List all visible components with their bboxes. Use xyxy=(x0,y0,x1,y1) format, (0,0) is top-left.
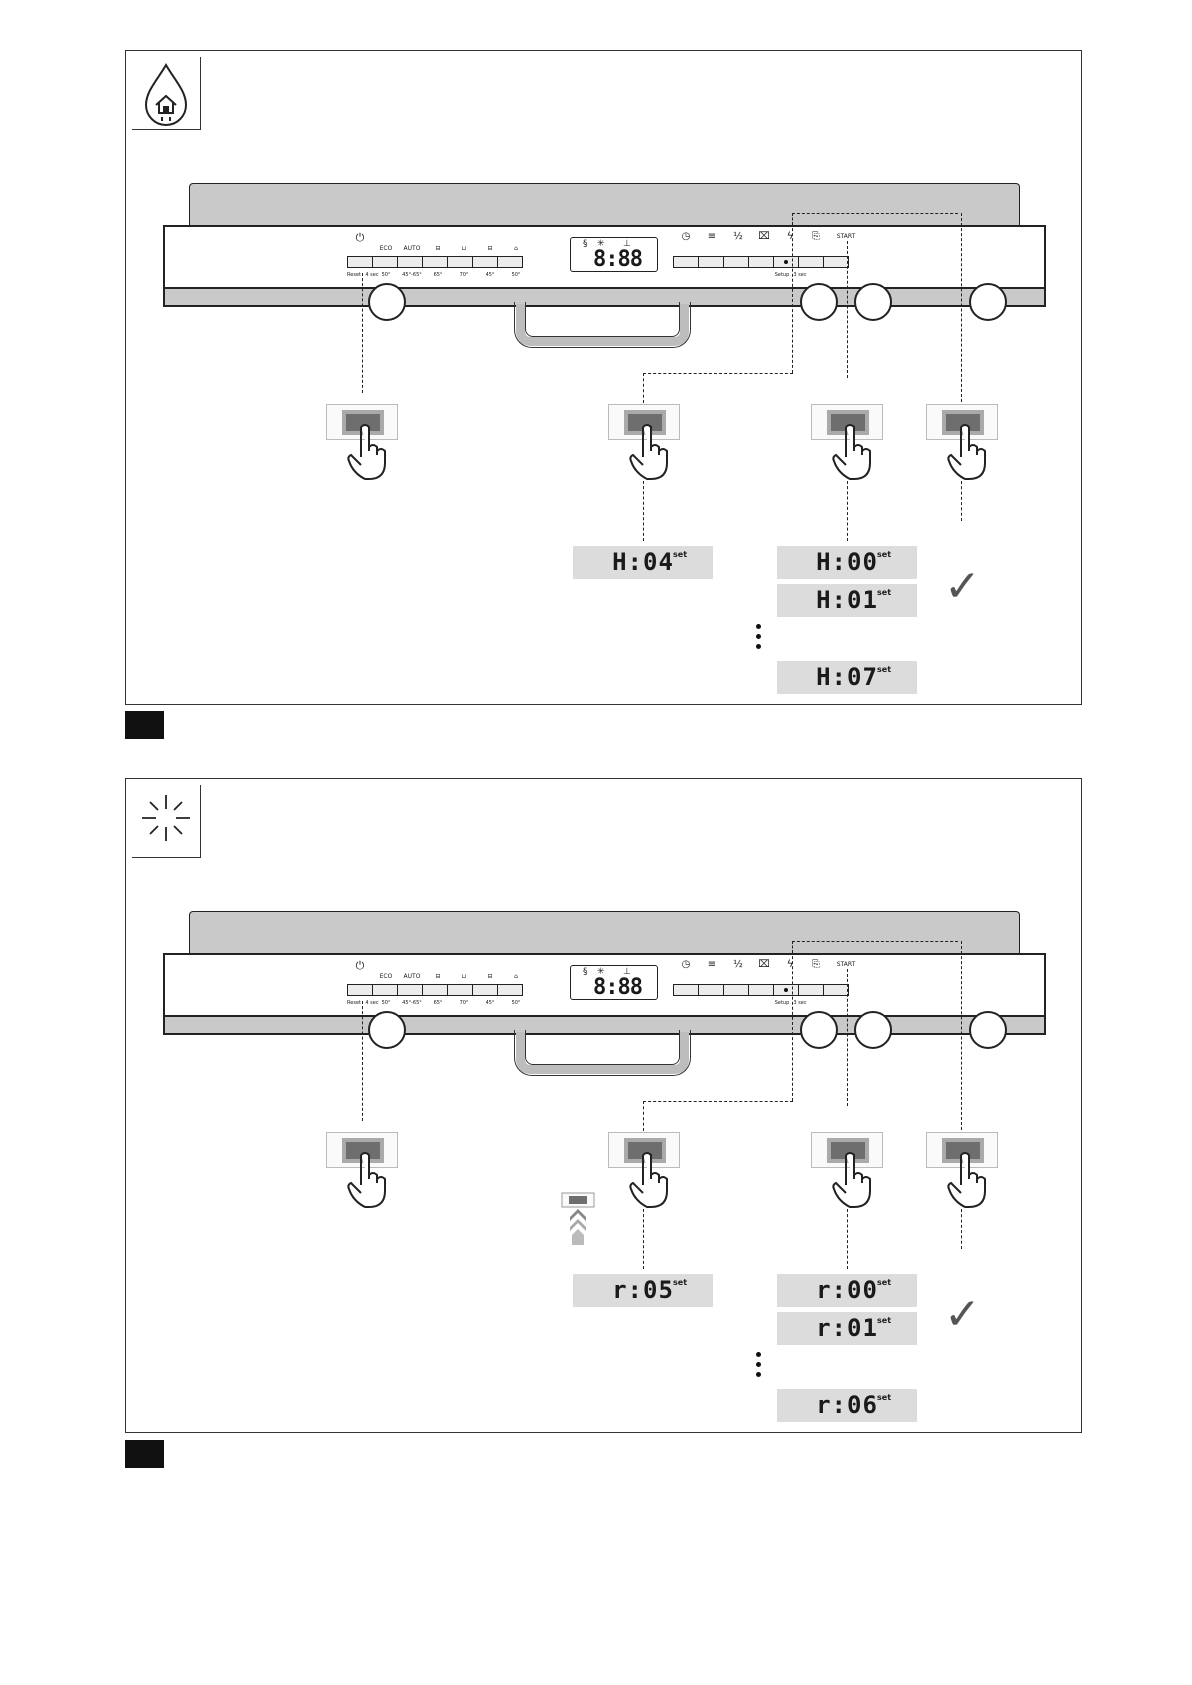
readout-option-last xyxy=(777,661,917,694)
lcd-display xyxy=(570,965,658,1000)
leader-line xyxy=(643,1209,644,1269)
callout-d xyxy=(969,283,1007,321)
start-label: START xyxy=(836,961,856,968)
leader-line xyxy=(961,481,962,521)
reset-time-label: 4 sec xyxy=(365,1000,379,1006)
program-65-button[interactable] xyxy=(422,256,448,268)
leader-line xyxy=(961,941,962,1135)
program-label-65: ⊟ xyxy=(435,973,441,980)
program-eco-button[interactable] xyxy=(372,984,398,996)
readout-code: H:04 xyxy=(612,548,674,576)
program-label-50: ⌂ xyxy=(514,245,518,252)
start-label: START xyxy=(836,233,856,240)
leader-line xyxy=(847,241,848,378)
callout-a xyxy=(368,1011,406,1049)
step-marker xyxy=(125,711,164,739)
option-intensive-button[interactable] xyxy=(748,256,774,268)
setup-dot xyxy=(784,260,788,264)
program-label-50: ⌂ xyxy=(514,973,518,980)
program-label-70: ⊔ xyxy=(461,973,467,980)
lcd-display xyxy=(570,237,658,272)
leader-line xyxy=(643,373,644,403)
program-label-45: ⊟ xyxy=(487,245,493,252)
readout-suffix: set xyxy=(877,588,892,597)
salt-icon: § xyxy=(583,967,588,977)
leader-line xyxy=(847,969,848,1106)
rinse-aid-icon: ✳ xyxy=(597,239,605,249)
option-icon-3: ½ xyxy=(733,231,743,242)
program-70-button[interactable] xyxy=(447,984,473,996)
option-intensive-button[interactable] xyxy=(748,984,774,996)
leader-line xyxy=(792,941,958,942)
setup-time-label: 3 sec xyxy=(793,272,807,278)
temp-label-4: 70° xyxy=(459,1000,469,1006)
control-panel xyxy=(163,953,1046,1017)
rinse-aid-icon: ✳ xyxy=(597,967,605,977)
readout-suffix: set xyxy=(877,665,892,674)
press-setup-step xyxy=(608,1132,680,1168)
leader-line xyxy=(792,213,793,225)
reset-label: Reset xyxy=(347,272,361,278)
readout-suffix: set xyxy=(877,1278,892,1287)
program-auto-button[interactable] xyxy=(397,984,423,996)
leader-line xyxy=(961,1209,962,1249)
finger-press-icon xyxy=(943,1151,991,1211)
readout-current xyxy=(573,546,713,579)
finger-press-icon xyxy=(625,1151,673,1211)
option-icon-6: ⎘ xyxy=(812,959,820,970)
setup-time-label: 3 sec xyxy=(793,1000,807,1006)
readout-option-first xyxy=(777,546,917,579)
power-symbol: ⏻ xyxy=(355,231,365,244)
press-reset-step xyxy=(326,1132,398,1168)
option-icon-6: ⎘ xyxy=(812,231,820,242)
readout-code: r:00 xyxy=(816,1276,878,1304)
readout-suffix: set xyxy=(673,550,688,559)
finger-press-icon xyxy=(943,423,991,483)
option-icon-2: ≡ xyxy=(707,959,717,970)
control-panel xyxy=(163,225,1046,289)
temp-label-4: 70° xyxy=(459,272,469,278)
program-65-button[interactable] xyxy=(422,984,448,996)
callout-b xyxy=(800,1011,838,1049)
readout-option-second xyxy=(777,1312,917,1345)
leader-line xyxy=(847,1209,848,1269)
temp-label-1: 50° xyxy=(381,272,391,278)
option-button-row xyxy=(673,984,848,996)
option-icon-4: ⌧ xyxy=(758,231,770,242)
callout-c xyxy=(854,1011,892,1049)
setup-button[interactable] xyxy=(773,984,799,996)
tap-icon: ⊥ xyxy=(623,967,631,977)
finger-press-icon xyxy=(828,423,876,483)
lcd-digits: 8:88 xyxy=(593,247,642,272)
leader-line xyxy=(961,213,962,407)
door-handle xyxy=(516,304,689,346)
leader-line xyxy=(792,213,958,214)
leader-line xyxy=(643,1101,793,1102)
press-start-step xyxy=(926,404,998,440)
readout-suffix: set xyxy=(877,550,892,559)
program-45-button[interactable] xyxy=(472,984,498,996)
option-half-button[interactable] xyxy=(698,984,724,996)
temp-label-3: 65° xyxy=(433,1000,443,1006)
step-marker xyxy=(125,1440,164,1468)
option-icon-5: ϟ xyxy=(786,231,794,242)
readout-option-first xyxy=(777,1274,917,1307)
program-45-button[interactable] xyxy=(472,256,498,268)
leader-line xyxy=(362,273,363,393)
option-icon-1: ◷ xyxy=(681,959,691,970)
confirm-check-icon: ✓ xyxy=(944,1289,981,1340)
readout-code: r:05 xyxy=(612,1276,674,1304)
readout-code: H:01 xyxy=(816,586,878,614)
option-icon-5: ϟ xyxy=(786,959,794,970)
readout-option-last xyxy=(777,1389,917,1422)
rinse-aid-sparkle-icon xyxy=(132,785,201,858)
program-label-auto: AUTO xyxy=(403,973,421,980)
more-options-ellipsis xyxy=(756,1352,762,1382)
leader-line xyxy=(643,481,644,541)
power-button[interactable] xyxy=(347,256,373,268)
temp-label-5: 45° xyxy=(485,1000,495,1006)
readout-code: r:06 xyxy=(816,1391,878,1419)
program-label-65: ⊟ xyxy=(435,245,441,252)
temp-label-2: 45°-65° xyxy=(402,272,422,278)
program-50-button[interactable] xyxy=(497,984,523,996)
option-half-button[interactable] xyxy=(698,256,724,268)
callout-b xyxy=(800,283,838,321)
leader-line xyxy=(847,481,848,541)
leader-line xyxy=(792,951,793,1101)
lcd-digits: 8:88 xyxy=(593,975,642,1000)
press-select-step xyxy=(811,1132,883,1168)
setup-label: Setup xyxy=(774,272,790,278)
option-machine-care-button[interactable] xyxy=(798,256,824,268)
readout-current xyxy=(573,1274,713,1307)
leader-line xyxy=(643,373,793,374)
readout-suffix: set xyxy=(877,1316,892,1325)
confirm-check-icon: ✓ xyxy=(944,561,981,612)
finger-press-icon xyxy=(343,1151,391,1211)
press-setup-step xyxy=(608,404,680,440)
option-icon-4: ⌧ xyxy=(758,959,770,970)
program-button-row xyxy=(347,256,522,268)
option-icon-3: ½ xyxy=(733,959,743,970)
option-icon-1: ◷ xyxy=(681,231,691,242)
setup-button[interactable] xyxy=(773,256,799,268)
start-button[interactable] xyxy=(823,984,849,996)
program-label-eco: ECO xyxy=(379,245,393,252)
program-auto-button[interactable] xyxy=(397,256,423,268)
temp-label-1: 50° xyxy=(381,1000,391,1006)
program-50-button[interactable] xyxy=(497,256,523,268)
program-label-45: ⊟ xyxy=(487,973,493,980)
callout-a xyxy=(368,283,406,321)
option-icon-2: ≡ xyxy=(707,231,717,242)
finger-press-icon xyxy=(625,423,673,483)
callout-c xyxy=(854,283,892,321)
callout-d xyxy=(969,1011,1007,1049)
leader-line xyxy=(792,223,793,373)
temp-label-2: 45°-65° xyxy=(402,1000,422,1006)
start-button[interactable] xyxy=(823,256,849,268)
press-repeatedly-icon xyxy=(560,1191,596,1247)
option-delay-button[interactable] xyxy=(673,256,699,268)
temp-label-6: 50° xyxy=(511,272,521,278)
instruction-panel-water-hardness xyxy=(125,50,1082,705)
reset-label: Reset xyxy=(347,1000,361,1006)
readout-suffix: set xyxy=(877,1393,892,1402)
program-label-eco: ECO xyxy=(379,973,393,980)
readout-suffix: set xyxy=(673,1278,688,1287)
salt-icon: § xyxy=(583,239,588,249)
temp-label-5: 45° xyxy=(485,272,495,278)
press-reset-step xyxy=(326,404,398,440)
option-button-row xyxy=(673,256,848,268)
leader-line xyxy=(362,1001,363,1121)
program-label-70: ⊔ xyxy=(461,245,467,252)
leader-line xyxy=(643,1101,644,1131)
program-label-auto: AUTO xyxy=(403,245,421,252)
setup-label: Setup xyxy=(774,1000,790,1006)
option-extra-dry-button[interactable] xyxy=(723,984,749,996)
door-handle xyxy=(516,1032,689,1074)
setup-dot xyxy=(784,988,788,992)
finger-press-icon xyxy=(343,423,391,483)
power-button[interactable] xyxy=(347,984,373,996)
program-button-row xyxy=(347,984,522,996)
instruction-panel-rinse-aid xyxy=(125,778,1082,1433)
readout-code: r:01 xyxy=(816,1314,878,1342)
readout-option-second xyxy=(777,584,917,617)
program-70-button[interactable] xyxy=(447,256,473,268)
temp-label-3: 65° xyxy=(433,272,443,278)
finger-press-icon xyxy=(828,1151,876,1211)
reset-time-label: 4 sec xyxy=(365,272,379,278)
leader-line xyxy=(792,941,793,953)
option-extra-dry-button[interactable] xyxy=(723,256,749,268)
readout-code: H:07 xyxy=(816,663,878,691)
press-start-step xyxy=(926,1132,998,1168)
press-select-step xyxy=(811,404,883,440)
power-symbol: ⏻ xyxy=(355,959,365,972)
temp-label-6: 50° xyxy=(511,1000,521,1006)
option-machine-care-button[interactable] xyxy=(798,984,824,996)
more-options-ellipsis xyxy=(756,624,762,654)
water-hardness-icon xyxy=(132,57,201,130)
program-eco-button[interactable] xyxy=(372,256,398,268)
readout-code: H:00 xyxy=(816,548,878,576)
tap-icon: ⊥ xyxy=(623,239,631,249)
option-delay-button[interactable] xyxy=(673,984,699,996)
